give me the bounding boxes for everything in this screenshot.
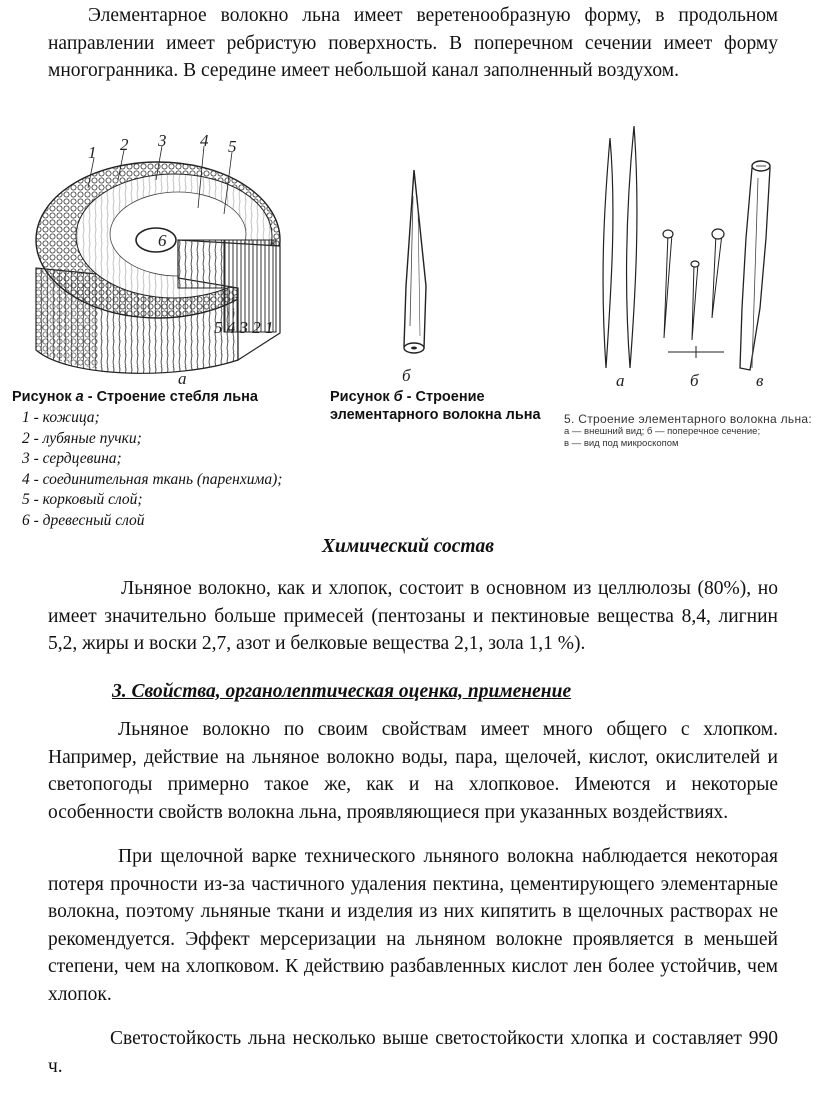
label-6: 6 [158,231,167,250]
flax-stem-illustration [28,128,298,390]
label-2: 2 [120,135,129,154]
legend-item: 5 - корковый слой; [22,491,143,508]
figure-a-legend [22,408,282,531]
label-1: 1 [88,143,97,162]
figure-b-letter: б [402,366,411,385]
figure5-label-c: в [756,371,764,390]
properties-paragraph-3: Светостойкость льна несколько выше светостойкости хлопка и составляет 990 ч. [48,1028,778,1077]
label-3: 3 [158,131,167,150]
legend-item: 3 - сердцевина; [22,450,122,467]
chemical-composition-paragraph: Льняное волокно, как и хлопок, состоит в основном из целлюлозы (80%), но имеет значительно больше примесей (пентозаны и пектиновые вещества 8,4, лигнин 5,2, жиры и воски 2,7, азот и белковые вещества 2,1, зола 1,1 %). [48,578,778,654]
properties-paragraph-1: Льняное волокно по своим свойствам имеет много общего с хлопком. Например, действие на льняное волокно воды, пара, щелочей, кислот, окислителей и светопогоды примерно такое же, как и на хлопковое. Имеются и некоторые особенности свойств волокна льна, проявляющиеся при указанных воздействиях. [48,719,778,823]
fiber-structure-figure [590,118,790,398]
properties-heading: 3. Свойства, органолептическая оценка, применение [112,681,572,702]
legend-item: 6 - древесный слой [22,511,145,529]
properties-paragraph-2: При щелочной варке технического льняного волокна наблюдается некоторая потеря прочности из-за частичного удаления пектина, цементирующего элементарные волокна, поэтому льняные ткани и изделия из них кипятить в щелочных растворах не рекомендуется. Эффект мерсеризации на льняном волокне проявляется в меньшей степени, чем на хлопковом. К действию разбавленных кислот лен более устойчив, чем хлопок. [48,846,778,1005]
label-5: 5 [228,137,237,156]
figure5-caption: 5. Строение элементарного волокна льна: а — внешний вид; б — поперечное сечение; в — вид под микроскопом [564,412,813,449]
figure5-label-b: б [690,371,699,390]
figure-b-caption: Рисунок б - Строение элементарного волокна льна [330,389,541,423]
legend-item: 4 - соединительная ткань (паренхима); [22,470,283,488]
legend-item: 2 - лубяные пучки; [22,429,142,447]
side-number-labels: 5 4 3 2 1 [214,318,274,337]
elementary-fiber-illustration [380,166,460,386]
figure-a-letter: а [178,369,187,388]
figure-a-caption: Рисунок а - Строение стебля льна [12,389,258,405]
chemical-composition-heading: Химический состав [322,536,494,557]
legend-item: 1 - кожица; [22,409,100,426]
intro-paragraph: Элементарное волокно льна имеет веретенообразную форму, в продольном направлении имеет ребристую поверхность. В поперечном сечении имеет форму многогранника. В середине имеет небольшой канал заполненный воздухом. [48,5,778,81]
label-4: 4 [200,131,209,150]
figure5-label-a: а [616,371,625,390]
